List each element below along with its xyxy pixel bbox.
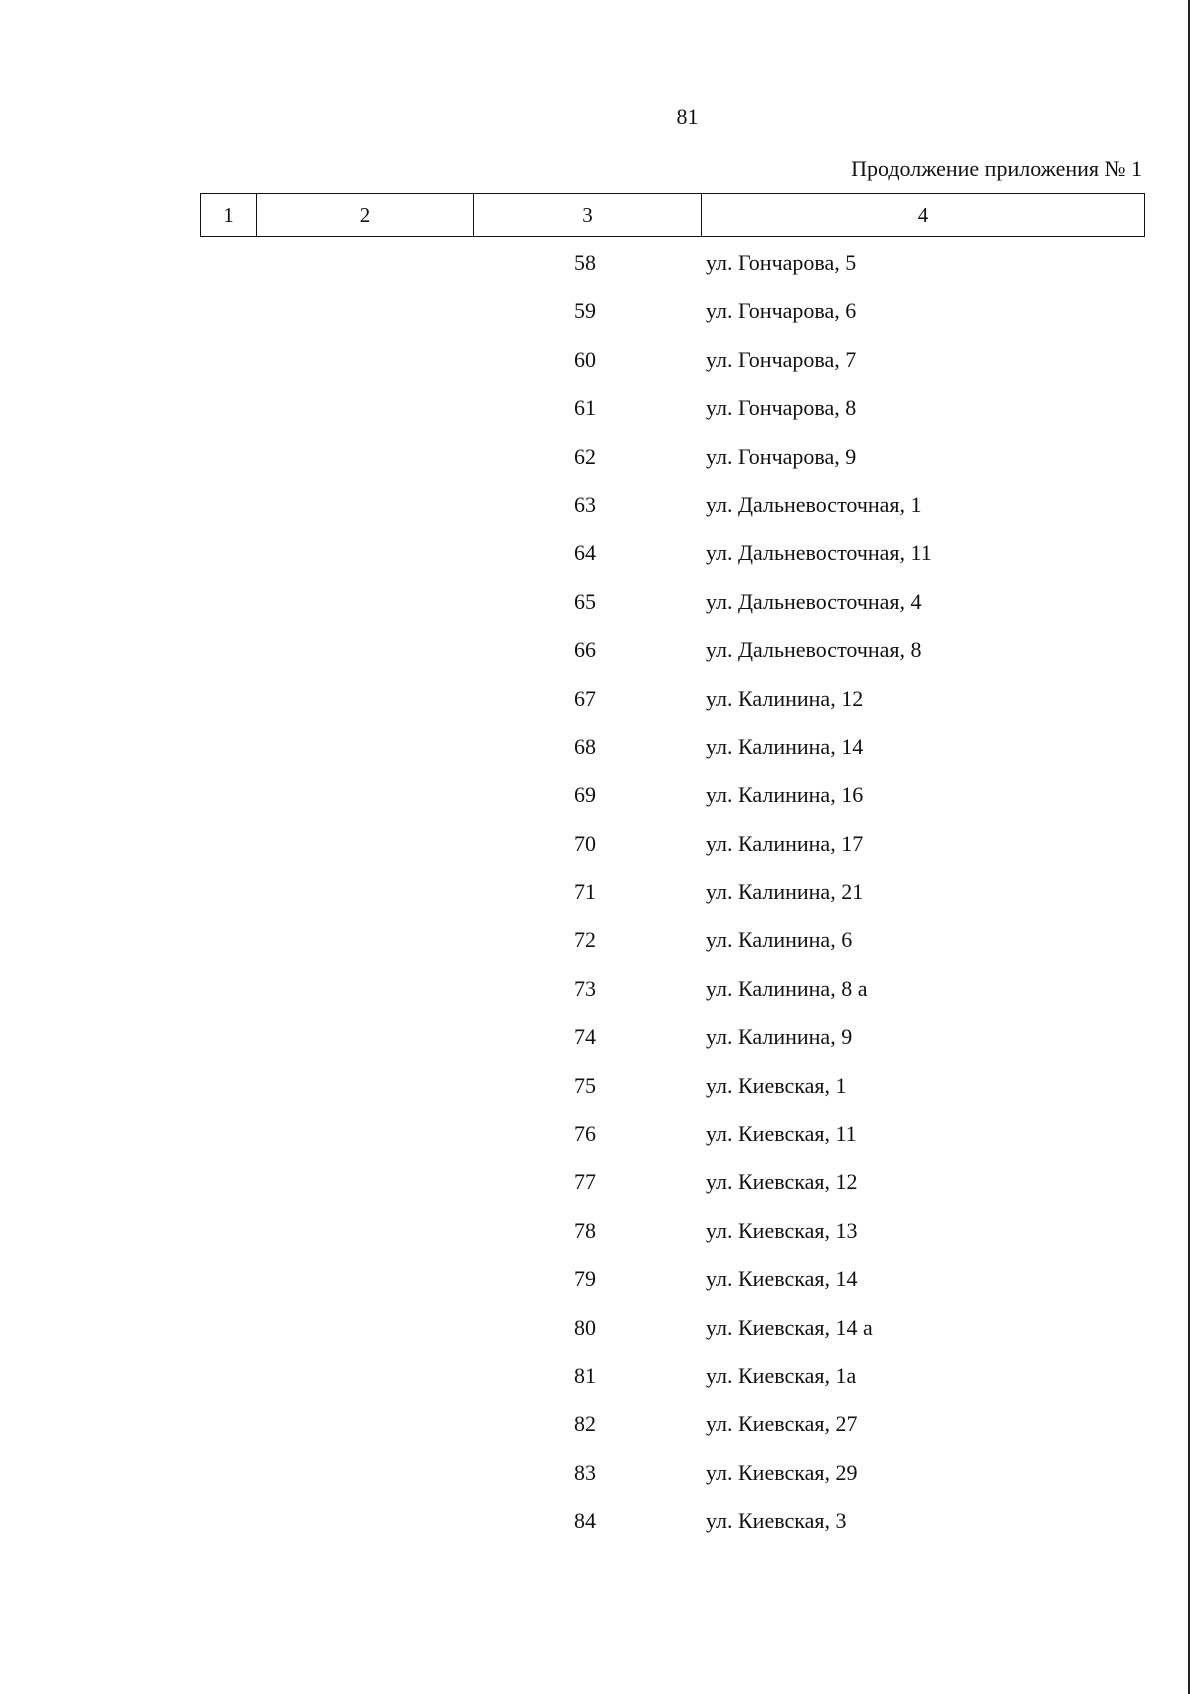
row-address: ул. Киевская, 12	[706, 1169, 858, 1195]
row-number: 78	[574, 1217, 596, 1243]
row-number: 73	[574, 975, 596, 1001]
table-row	[0, 1022, 1200, 1070]
row-address: ул. Гончарова, 5	[706, 250, 857, 275]
row-number: 60	[574, 346, 596, 372]
row-number: 69	[574, 782, 596, 808]
scan-edge-line	[1188, 0, 1190, 1694]
row-number: 74	[574, 1024, 596, 1050]
row-address: ул. Киевская, 3	[706, 1508, 847, 1534]
row-address: ул. Киевская, 11	[706, 1121, 857, 1147]
table-row	[0, 1264, 1200, 1312]
row-address: ул. Гончарова, 7	[706, 346, 857, 372]
table-row	[0, 345, 1200, 393]
row-address: ул. Дальневосточная, 1	[706, 491, 922, 517]
table-row	[0, 1167, 1200, 1215]
row-number: 64	[574, 540, 596, 566]
row-number: 67	[574, 685, 596, 711]
header-col-4: 4	[917, 202, 929, 227]
row-address: ул. Калинина, 12	[706, 685, 864, 711]
row-number: 62	[574, 443, 596, 469]
table-row	[0, 829, 1200, 877]
table-row	[0, 1071, 1200, 1119]
table-row	[0, 490, 1200, 538]
row-number: 80	[574, 1314, 596, 1340]
table-row	[0, 1313, 1200, 1361]
row-number: 59	[574, 298, 596, 324]
row-number: 72	[574, 927, 596, 953]
row-address: ул. Киевская, 14 а	[706, 1314, 873, 1340]
table-row	[0, 1458, 1200, 1506]
table-row	[0, 1119, 1200, 1167]
row-number: 71	[574, 879, 596, 905]
table-row	[0, 635, 1200, 683]
table-row	[0, 925, 1200, 973]
row-number: 76	[574, 1121, 596, 1147]
row-number: 63	[574, 491, 596, 517]
row-number: 77	[574, 1169, 596, 1195]
header-col-1: 1	[201, 194, 257, 236]
row-address: ул. Гончарова, 9	[706, 443, 857, 469]
table-row	[0, 1506, 1200, 1554]
row-address: ул. Дальневосточная, 8	[706, 637, 922, 663]
row-address: ул. Дальневосточная, 11	[706, 540, 932, 566]
row-number: 66	[574, 637, 596, 663]
table-row	[0, 248, 1200, 296]
row-address: ул. Дальневосточная, 4	[706, 588, 922, 614]
table-row	[0, 442, 1200, 490]
row-address: ул. Калинина, 16	[706, 782, 864, 808]
row-address: ул. Гончарова, 6	[706, 298, 857, 324]
table-row	[0, 732, 1200, 780]
table-row	[0, 780, 1200, 828]
table-header	[200, 193, 1145, 237]
address-list	[0, 248, 1200, 1555]
continuation-label: Продолжение приложения № 1	[851, 156, 1142, 181]
row-address: ул. Калинина, 8 а	[706, 975, 868, 1001]
row-address: ул. Калинина, 17	[706, 830, 864, 856]
row-address: ул. Киевская, 14	[706, 1266, 858, 1292]
row-number: 83	[574, 1459, 596, 1485]
row-number: 65	[574, 588, 596, 614]
row-number: 58	[574, 250, 596, 275]
header-col-3: 3	[474, 194, 702, 236]
page-number: 81	[676, 104, 699, 129]
row-address: ул. Киевская, 13	[706, 1217, 858, 1243]
table-row	[0, 684, 1200, 732]
row-address: ул. Калинина, 14	[706, 733, 864, 759]
table-row	[0, 877, 1200, 925]
table-row	[0, 587, 1200, 635]
row-number: 81	[574, 1362, 596, 1388]
row-address: ул. Гончарова, 8	[706, 395, 857, 421]
row-number: 75	[574, 1072, 596, 1098]
row-number: 82	[574, 1411, 596, 1437]
row-address: ул. Киевская, 1	[706, 1072, 847, 1098]
row-number: 79	[574, 1266, 596, 1292]
row-number: 70	[574, 830, 596, 856]
row-number: 68	[574, 733, 596, 759]
table-row	[0, 1409, 1200, 1457]
row-address: ул. Киевская, 1а	[706, 1362, 857, 1388]
table-row	[0, 538, 1200, 586]
row-address: ул. Калинина, 6	[706, 927, 853, 953]
table-row	[0, 393, 1200, 441]
row-address: ул. Киевская, 29	[706, 1459, 858, 1485]
row-number: 61	[574, 395, 596, 421]
row-number: 84	[574, 1508, 596, 1534]
table-row	[0, 1216, 1200, 1264]
table-row	[0, 1361, 1200, 1409]
table-row	[0, 296, 1200, 344]
header-col-2: 2	[257, 194, 474, 236]
row-address: ул. Калинина, 9	[706, 1024, 853, 1050]
row-address: ул. Калинина, 21	[706, 879, 864, 905]
row-address: ул. Киевская, 27	[706, 1411, 858, 1437]
table-row	[0, 974, 1200, 1022]
